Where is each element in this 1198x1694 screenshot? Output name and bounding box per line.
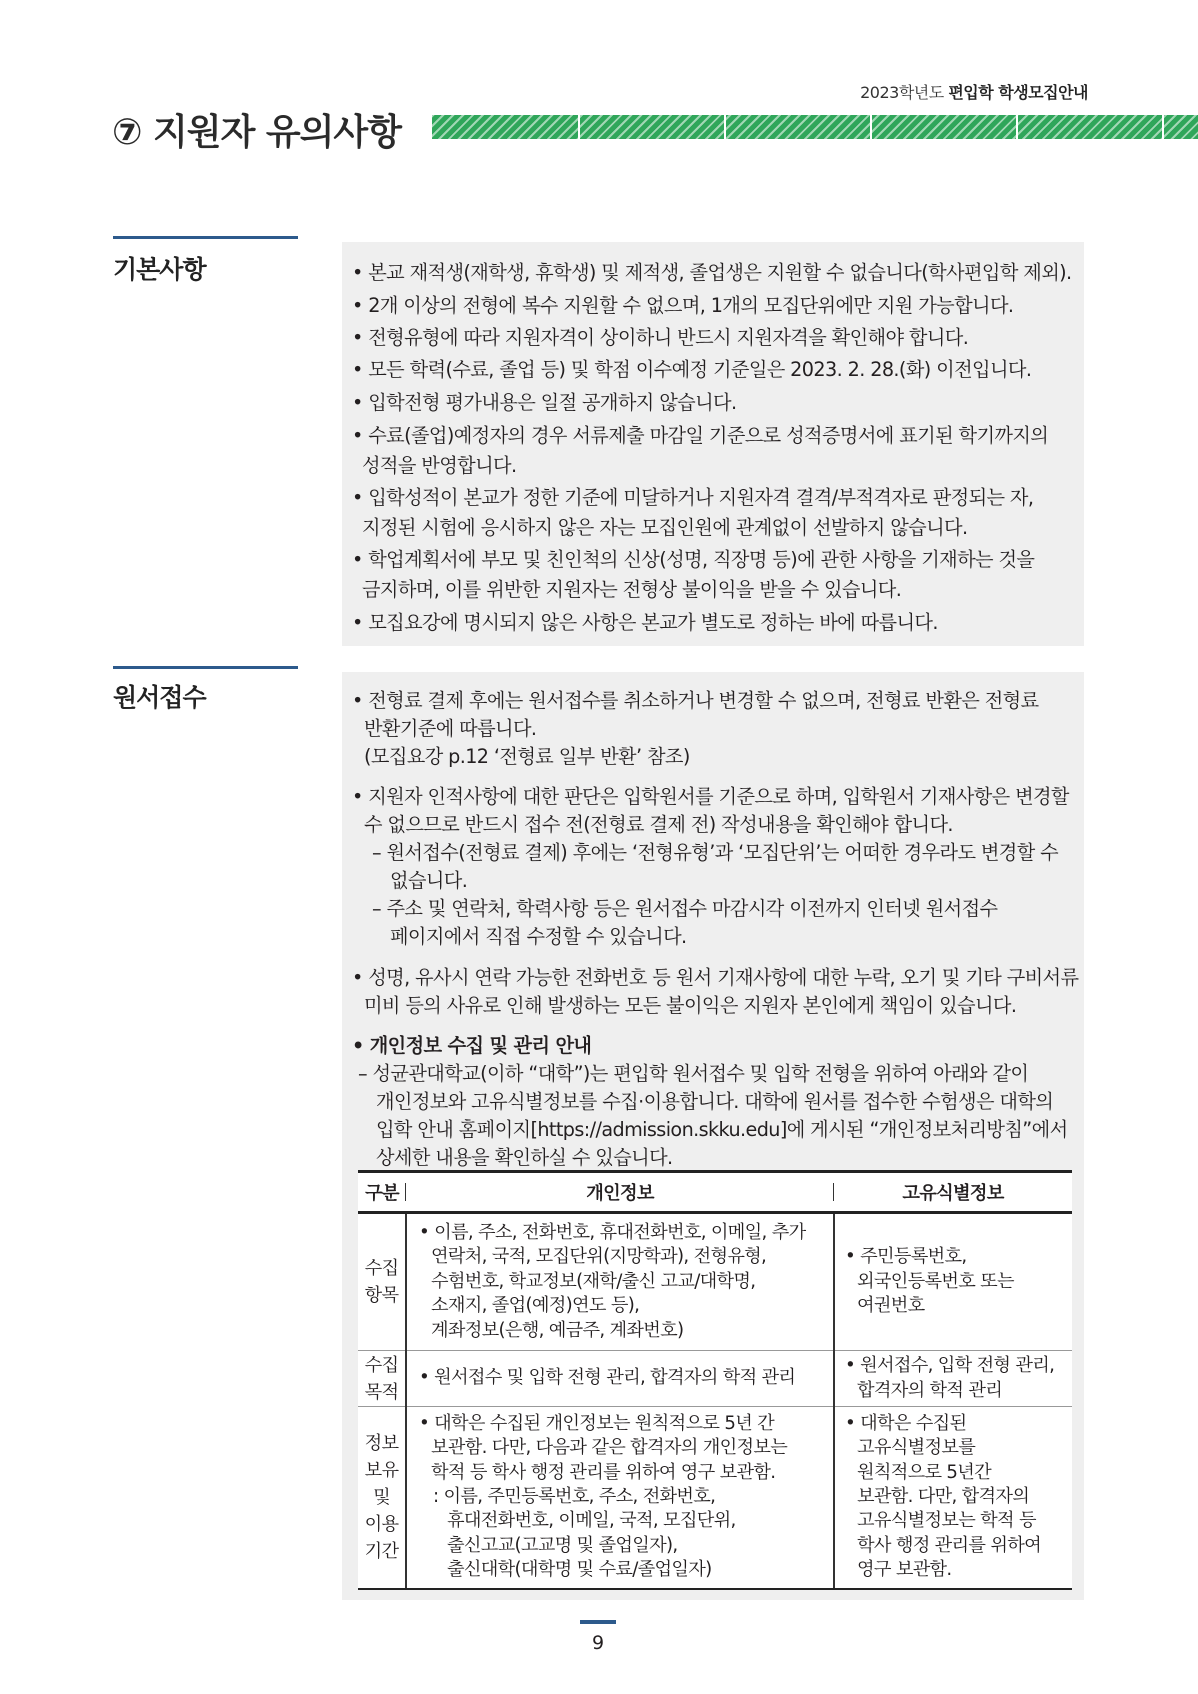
application-line: – 주소 및 연락처, 학력사항 등은 원서접수 마감시각 이전까지 인터넷 원서접수 [372,897,998,920]
basic-line: 성적을 반영합니다. [362,454,517,477]
unique-info-cell: • 대학은 수집된 고유식별정보를 원칙적으로 5년간 보관함. 다만, 합격자의 고유식별정보는 학적 등 학사 행정 관리를 위하여 영구 보관함. [834,1407,1072,1589]
basic-line: • 2개 이상의 전형에 복수 지원할 수 없으며, 1개의 모집단위에만 지원 가능합니다. [352,294,1014,317]
basic-line: 지정된 시험에 응시하지 않은 자는 모집인원에 관계없이 선발하지 않습니다. [362,516,968,539]
application-line: • 지원자 인적사항에 대한 판단은 입학원서를 기준으로 하며, 입학원서 기재사항은 변경할 [352,785,1069,808]
section-divider [113,666,298,669]
header-year: 2023학년도 [860,83,944,102]
basic-line: • 전형유형에 따라 지원자격이 상이하니 반드시 지원자격을 확인해야 합니다. [352,326,969,349]
basic-line: • 수료(졸업)예정자의 경우 서류제출 마감일 기준으로 성적증명서에 표기된 학기까지의 [352,424,1049,447]
application-line: – 원서접수(전형료 결제) 후에는 ‘전형유형’과 ‘모집단위’는 어떠한 경우라도 변경할 수 [372,841,1059,864]
basic-line: • 모든 학력(수료, 졸업 등) 및 학점 이수예정 기준일은 2023. 2. 28.(화) 이전입니다. [352,358,1032,381]
application-line: 미비 등의 사유로 인해 발생하는 모든 불이익은 지원자 본인에게 책임이 있습니다. [364,994,1017,1017]
application-line: • 성명, 유사시 연락 가능한 전화번호 등 원서 기재사항에 대한 누락, 오기 및 기타 구비서류 [352,966,1079,989]
row-label: 수집 목적 [358,1351,406,1407]
section-divider [113,236,298,239]
row-label: 수집 항목 [358,1213,406,1351]
application-line: – 성균관대학교(이하 “대학”)는 편입학 원서접수 및 입학 전형을 위하여 아래와 같이 [358,1062,1029,1085]
unique-info-cell: • 주민등록번호, 외국인등록번호 또는 여권번호 [834,1213,1072,1351]
table-row [358,1407,1072,1589]
application-line: 수 없으므로 반드시 접수 전(전형료 결제 전) 작성내용을 확인해야 합니다. [364,813,953,836]
section-title-application: 원서접수 [113,683,206,712]
page-number: 9 [591,1632,605,1654]
table-header: 고유식별정보 [902,1183,1004,1204]
section-title-basic: 기본사항 [113,255,206,284]
document-header [860,80,1088,103]
basic-line: • 모집요강에 명시되지 않은 사항은 본교가 별도로 정하는 바에 따릅니다. [352,611,938,634]
row-label: 정보 보유 및 이용 기간 [358,1407,406,1589]
application-line: (모집요강 p.12 ‘전형료 일부 반환’ 참조) [364,745,690,768]
basic-line: 금지하며, 이를 위반한 지원자는 전형상 불이익을 받을 수 있습니다. [362,578,902,601]
basic-line: • 입학성적이 본교가 정한 기준에 미달하거나 지원자격 결격/부적격자로 판정되는 자, [352,486,1034,509]
page-title: ⑦ 지원자 유의사항 [112,112,401,153]
basic-line: • 본교 재적생(재학생, 휴학생) 및 제적생, 졸업생은 지원할 수 없습니다(학사편입학 제외). [352,261,1072,284]
personal-info-cell: • 대학은 수집된 개인정보는 원칙적으로 5년 간 보관함. 다만, 다음과 같은 합격자의 개인정보는 학적 등 학사 행정 관리를 위하여 영구 보관함. : 이름, 주민등록번호, 주소, 전화번호, 휴대전화번호, 이메일, 국적, 모집단위, 출신고교(고교명 및 졸업일자), 출신대학(대학명 및 수료/졸업일자) [406,1407,834,1589]
header-title: 편입학 학생모집안내 [948,83,1088,102]
privacy-table [358,1170,1072,1590]
table-row [358,1213,1072,1351]
basic-line: • 입학전형 평가내용은 일절 공개하지 않습니다. [352,391,737,414]
application-line: 상세한 내용을 확인하실 수 있습니다. [376,1146,673,1169]
table-header: 개인정보 [586,1183,654,1204]
table-header: 구분 [365,1183,399,1204]
application-line: 개인정보와 고유식별정보를 수집·이용합니다. 대학에 원서를 접수한 수험생은 대학의 [376,1090,1054,1113]
page-number-divider [580,1620,616,1624]
unique-info-cell: • 원서접수, 입학 전형 관리, 합격자의 학적 관리 [834,1351,1072,1407]
title-decoration-bar [432,115,1198,139]
table-row [358,1351,1072,1407]
application-line: 페이지에서 직접 수정할 수 있습니다. [390,925,687,948]
privacy-notice-heading: • 개인정보 수집 및 관리 안내 [352,1034,592,1057]
application-line: 입학 안내 홈페이지[https://admission.skku.edu]에 게시된 “개인정보처리방침”에서 [376,1118,1068,1141]
basic-line: • 학업계획서에 부모 및 친인척의 신상(성명, 직장명 등)에 관한 사항을 기재하는 것을 [352,548,1035,571]
application-line: 없습니다. [390,869,468,892]
application-line: • 전형료 결제 후에는 원서접수를 취소하거나 변경할 수 없으며, 전형료 반환은 전형료 [352,689,1039,712]
personal-info-cell: • 이름, 주소, 전화번호, 휴대전화번호, 이메일, 추가 연락처, 국적, 모집단위(지망학과), 전형유형, 수험번호, 학교정보(재학/출신 고교/대학명, 소재지, 졸업(예정)연도 등), 계좌정보(은행, 예금주, 계좌번호) [406,1213,834,1351]
application-line: 반환기준에 따릅니다. [364,717,537,740]
personal-info-cell: • 원서접수 및 입학 전형 관리, 합격자의 학적 관리 [406,1351,834,1407]
